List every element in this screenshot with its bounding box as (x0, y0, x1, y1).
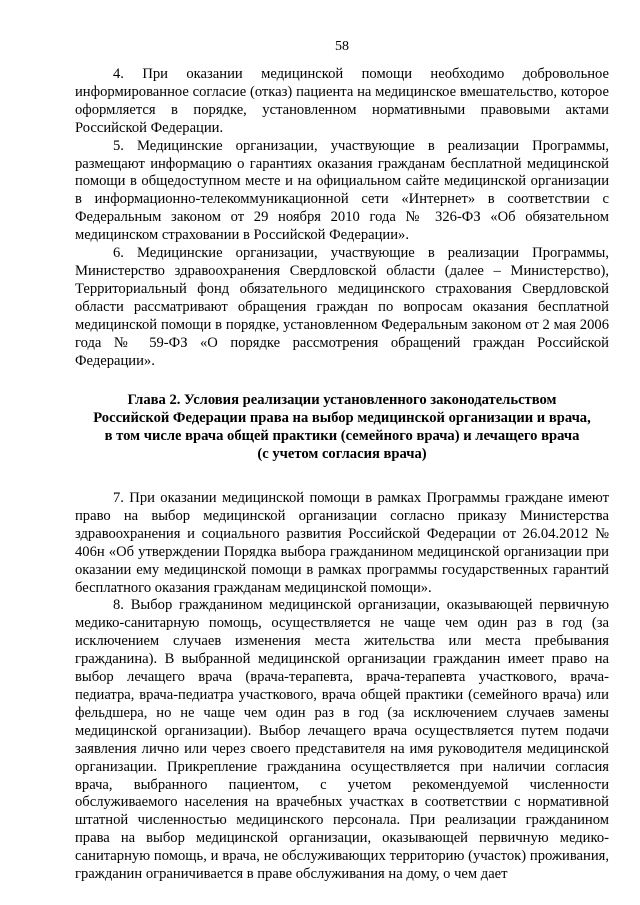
chapter-heading-line-1: Глава 2. Условия реализации установленного законодательством (127, 392, 557, 409)
paragraph-6: 6. Медицинские организации, участвующие в реализации Программы, Министерство здравоохранения Свердловской области (далее – Министерство), Территориальный фонд обязательного медицинского страхования Свердловской области рассматривают обращения граждан по вопросам оказания бесплатной медицинской помощи в порядке, установленном Федеральным законом от 2 мая 2006 года № 59-ФЗ «О порядке рассмотрения обращений граждан Российской Федерации». (75, 245, 609, 369)
chapter-heading-line-3: в том числе врача общей практики (семейного врача) и лечащего врача (104, 428, 580, 445)
paragraph-5: 5. Медицинские организации, участвующие в реализации Программы, размещают информацию о гарантиях оказания гражданам бесплатной медицинской помощи в общедоступном месте и на официальном сайте медицинской организации в информационно-телекоммуникационной сети «Интернет» в соответствии с Федеральным законом от 29 ноября 2010 года № 326-ФЗ «Об обязательном медицинском страховании в Российской Федерации». (75, 137, 609, 244)
page-number: 58 (335, 39, 349, 54)
paragraph-4: 4. При оказании медицинской помощи необходимо добровольное информированное согласие (отказ) пациента на медицинское вмешательство, которое оформляется в порядке, установленном нормативными правовыми актами Российской Федерации. (75, 66, 609, 136)
chapter-heading-line-4: (с учетом согласия врача) (257, 446, 427, 463)
paragraph-7: 7. При оказании медицинской помощи в рамках Программы граждане имеют право на выбор медицинской организации согласно приказу Министерства здравоохранения и социального развития Российской Федерации от 26.04.2012 № 406н «Об утверждении Порядка выбора гражданином медицинской организации при оказании ему медицинской помощи в рамках программы государственных гарантий бесплатного оказания гражданам медицинской помощи». (75, 490, 609, 596)
chapter-heading-line-2: Российской Федерации права на выбор медицинской организации и врача, (93, 410, 591, 427)
chapter-heading (75, 392, 609, 464)
paragraph-8: 8. Выбор гражданином медицинской организации, оказывающей первичную медико-санитарную помощь, осуществляется не чаще чем один раз в год (за исключением случаев изменения места жительства или места пребывания гражданина). В выбранной медицинской организации гражданин имеет право на выбор лечащего врача (врача-терапевта, врача-терапевта участкового, врача-педиатра, врача-педиатра участкового, врача общей практики (семейного врача) или фельдшера, но не чаще чем один раз в год (за исключением случаев замены медицинской организации). Выбор лечащего врача осуществляется путем подачи заявления лично или через своего представителя на имя руководителя медицинской организации. Прикрепление гражданина осуществляется при наличии согласия врача, выбранного пациентом, с учетом рекомендуемой численности обслуживаемого населения на врачебных участках в соответствии с нормативной штатной численностью медицинского персонала. При реализации гражданином права на выбор медицинской организации, оказывающей первичную медико-санитарную помощь, и врача, не обслуживающих территорию (участок) проживания, гражданин ограничивается в праве обслуживания на дому, о чем дает (75, 597, 609, 883)
